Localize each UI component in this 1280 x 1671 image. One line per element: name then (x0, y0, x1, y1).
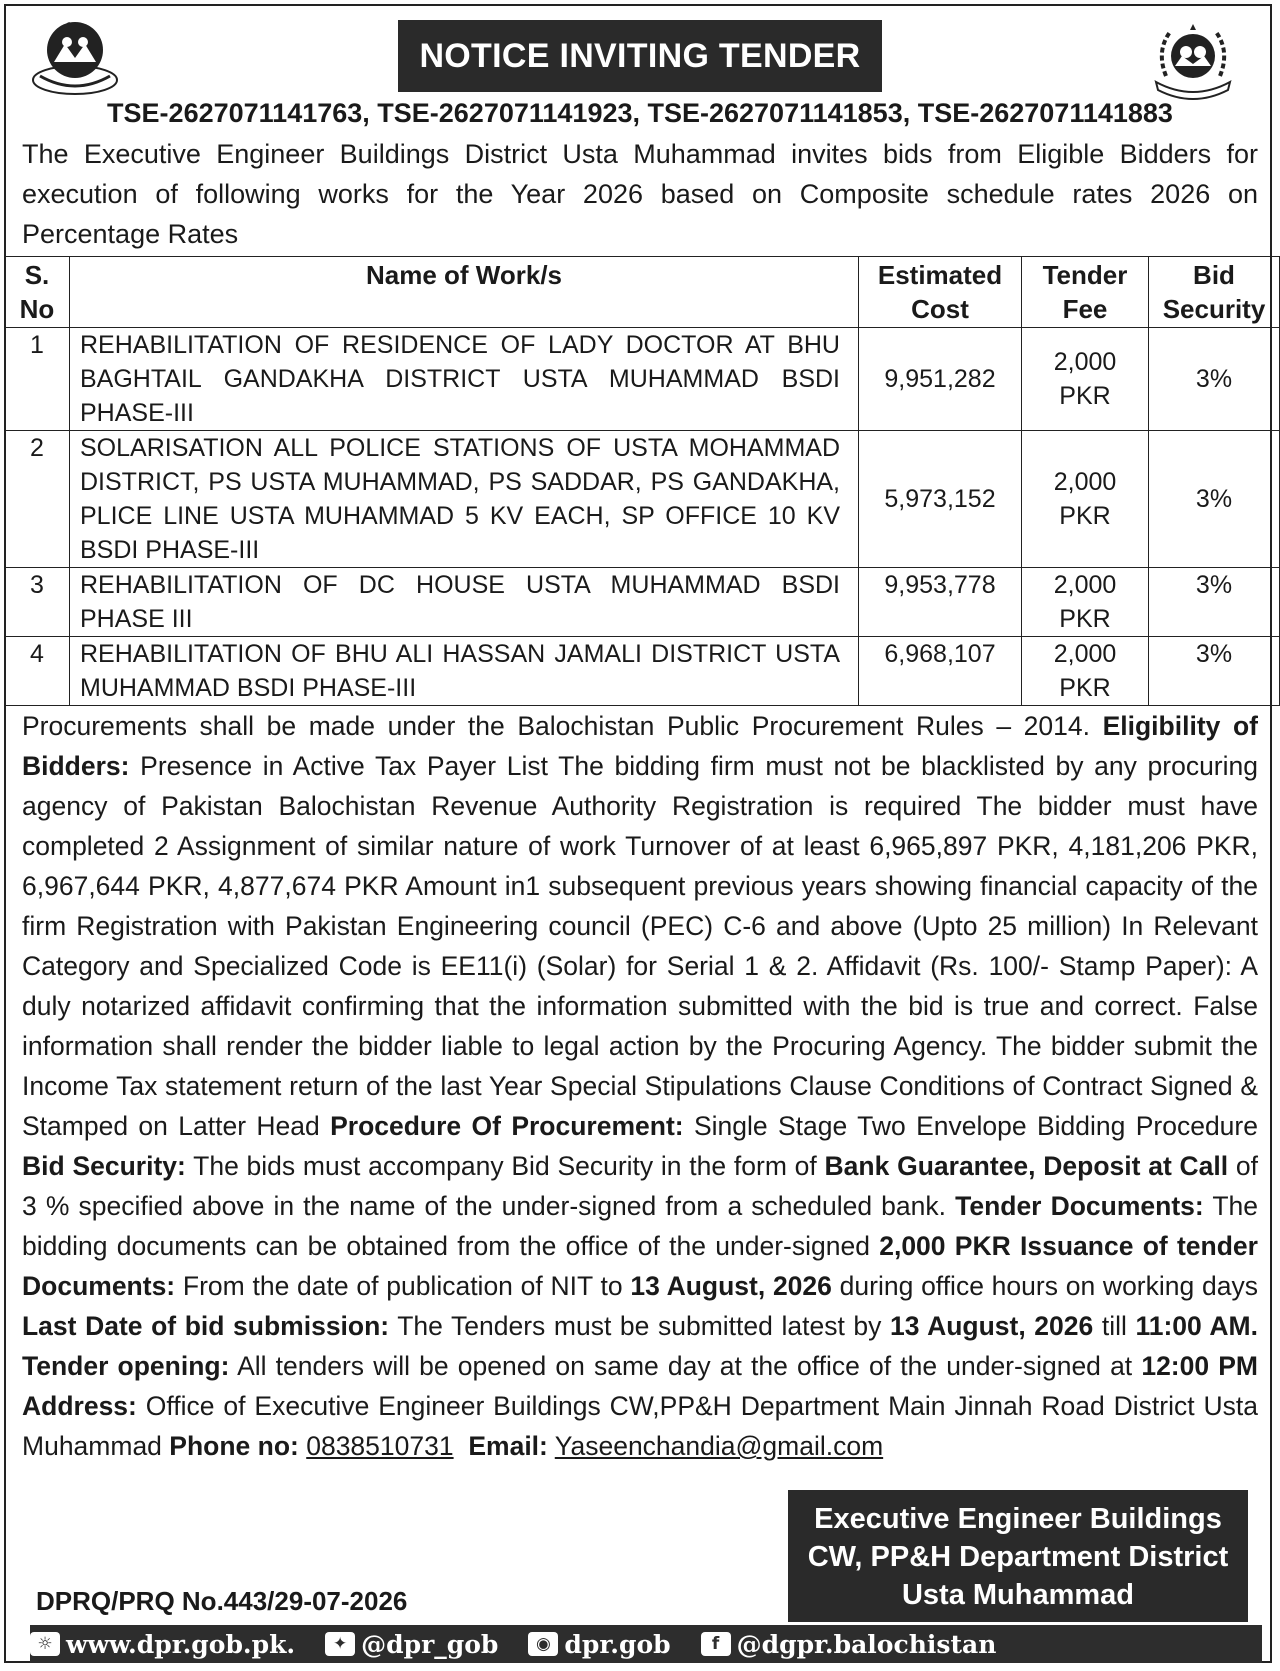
header-cost: Estimated Cost (859, 257, 1022, 328)
row-sno: 1 (5, 328, 70, 431)
instagram-icon: ◉ (528, 1632, 558, 1656)
address-text: Office of Executive Engineer Buildings CW,PP&H Department Main Jinnah Road District Usta Muhammad (22, 1391, 1258, 1461)
header-name: Name of Work/s (70, 257, 859, 328)
header-fee: Tender Fee (1022, 257, 1149, 328)
header-sno: S. No (5, 257, 70, 328)
opening-time: 12:00 PM (1141, 1351, 1258, 1381)
tender-documents-text: The bidding documents can be obtained from the office of the under-signed (22, 1191, 1258, 1261)
issuance-text-2: during office hours on working days (839, 1271, 1258, 1301)
signature-line-1: Executive Engineer Buildings (814, 1503, 1222, 1535)
footer-instagram-text: dpr.gob (564, 1629, 671, 1659)
phone-label: Phone no: (169, 1431, 299, 1461)
signature-line-2: CW, PP&H Department District (807, 1541, 1229, 1573)
table-header-row (5, 257, 1280, 328)
table-row (5, 637, 1280, 706)
intro-paragraph: The Executive Engineer Buildings District Usta Muhammad invites bids from Eligible Bidders for execution of following works for the Year 2026 based on Composite schedule rates 2026 on Percentage Rates (22, 139, 1258, 249)
procedure-text: Single Stage Two Envelope Bidding Procedure (693, 1111, 1258, 1141)
issuance-date: 13 August, 2026 (630, 1271, 832, 1301)
row-sno: 4 (5, 637, 70, 706)
procurement-rules-text: Procurements shall be made under the Balochistan Public Procurement Rules – 2014. (22, 711, 1090, 741)
header-bid: Bid Security (1149, 257, 1280, 328)
row-cost: 6,968,107 (859, 637, 1022, 706)
opening-label: Tender opening: (22, 1351, 230, 1381)
email-label: Email: (468, 1431, 548, 1461)
government-logo-right (1148, 16, 1238, 106)
procedure-label: Procedure Of Procurement: (330, 1111, 684, 1141)
eligibility-label: Eligibility of Bidders: (22, 711, 1258, 781)
tender-conditions-text (22, 706, 1258, 1466)
twitter-icon: ✦ (325, 1632, 355, 1656)
footer-instagram[interactable] (528, 1630, 670, 1659)
issuance-text: From the date of publication of NIT to (182, 1271, 623, 1301)
row-fee: 2,000 PKR (1022, 637, 1149, 706)
row-fee: 2,000 PKR (1022, 568, 1149, 637)
bid-security-label: Bid Security: (22, 1151, 186, 1181)
row-name: REHABILITATION OF DC HOUSE USTA MUHAMMAD BSDI PHASE III (70, 568, 859, 637)
row-cost: 9,953,778 (859, 568, 1022, 637)
last-date-date: 13 August, 2026 (889, 1311, 1094, 1341)
government-logo-left (30, 14, 120, 104)
last-date-till: till (1101, 1311, 1127, 1341)
row-cost: 5,973,152 (859, 431, 1022, 568)
bid-security-form: Bank Guarantee, Deposit at Call (824, 1151, 1229, 1181)
bid-security-text: The bids must accompany Bid Security in the form of (193, 1151, 817, 1181)
row-cost: 9,951,282 (859, 328, 1022, 431)
phone-link[interactable]: 0838510731 (306, 1431, 454, 1461)
issuance-label: Issuance of tender Documents: (22, 1231, 1258, 1301)
email-link[interactable]: Yaseenchandia@gmail.com (554, 1431, 884, 1461)
globe-icon: ☼ (30, 1632, 60, 1656)
notice-title: NOTICE INVITING TENDER (398, 20, 882, 92)
last-date-time: 11:00 AM. (1135, 1311, 1258, 1341)
row-fee: 2,000 PKR (1022, 328, 1149, 431)
footer-facebook[interactable] (701, 1630, 997, 1659)
last-date-label: Last Date of bid submission: (22, 1311, 390, 1341)
signature-block (788, 1490, 1248, 1622)
row-sno: 3 (5, 568, 70, 637)
works-table (4, 256, 1280, 706)
footer-website-text: www.dpr.gob.pk. (66, 1629, 296, 1659)
row-fee: 2,000 PKR (1022, 431, 1149, 568)
row-name: REHABILITATION OF RESIDENCE OF LADY DOCTOR AT BHU BAGHTAIL GANDAKHA DISTRICT USTA MUHAMMAD BSDI PHASE-III (70, 328, 859, 431)
logo-emblem-left-icon (30, 14, 120, 104)
eligibility-text: Presence in Active Tax Payer List The bidding firm must not be blacklisted by any procuring agency of Pakistan Balochistan Revenue Authority Registration is required The bidder must have completed 2 Assignment of similar nature of work Turnover of at least 6,965,897 PKR, 4,181,206 PKR, 6,967,644 PKR, 4,877,674 PKR Amount in1 subsequent previous years showing financial capacity of the firm Registration with Pakistan Engineering council (PEC) C-6 and above (Upto 25 million) In Relevant Category and Specialized Code is EE11(i) (Solar) for Serial 1 & 2. Affidavit (Rs. 100/- Stamp Paper): A duly notarized affidavit confirming that the information submitted with the bid is true and correct. False information shall render the bidder liable to legal action by the Procuring Agency. The bidder submit the Income Tax statement return of the last Year Special Stipulations Clause Conditions of Contract Signed & Stamped on Latter Head (22, 751, 1258, 1141)
address-label: Address: (22, 1391, 137, 1421)
footer-twitter[interactable] (325, 1630, 498, 1659)
row-bid: 3% (1149, 431, 1280, 568)
opening-text: All tenders will be opened on same day at the office of the under-signed at (237, 1351, 1133, 1381)
row-bid: 3% (1149, 328, 1280, 431)
dprq-number: DPRQ/PRQ No.443/29-07-2026 (36, 1586, 408, 1616)
bid-security-text-2: of 3 % specified above in the name of the under-signed from a scheduled bank. (22, 1151, 1259, 1221)
tse-numbers: TSE-2627071141763, TSE-2627071141923, TSE-2627071141853, TSE-2627071141883 (107, 98, 1173, 128)
row-name: REHABILITATION OF BHU ALI HASSAN JAMALI DISTRICT USTA MUHAMMAD BSDI PHASE-III (70, 637, 859, 706)
facebook-icon: f (701, 1632, 731, 1656)
footer-twitter-text: @dpr_gob (361, 1629, 499, 1659)
table-row (5, 568, 1280, 637)
row-bid: 3% (1149, 568, 1280, 637)
tender-documents-label: Tender Documents: (955, 1191, 1204, 1221)
tender-documents-fee: 2,000 PKR (879, 1231, 1011, 1261)
row-name: SOLARISATION ALL POLICE STATIONS OF USTA MOHAMMAD DISTRICT, PS USTA MUHAMMAD, PS SADDAR, PS GANDAKHA, PLICE LINE USTA MUHAMMAD 5 KV EACH, SP OFFICE 10 KV BSDI PHASE-III (70, 431, 859, 568)
row-bid: 3% (1149, 637, 1280, 706)
row-sno: 2 (5, 431, 70, 568)
signature-line-3: Usta Muhammad (901, 1579, 1135, 1611)
footer-facebook-text: @dgpr.balochistan (736, 1629, 997, 1659)
table-row (5, 431, 1280, 568)
table-row (5, 328, 1280, 431)
last-date-text: The Tenders must be submitted latest by (397, 1311, 882, 1341)
footer-bar (30, 1625, 1262, 1663)
logo-emblem-right-icon (1148, 16, 1238, 106)
footer-website[interactable] (30, 1630, 295, 1659)
